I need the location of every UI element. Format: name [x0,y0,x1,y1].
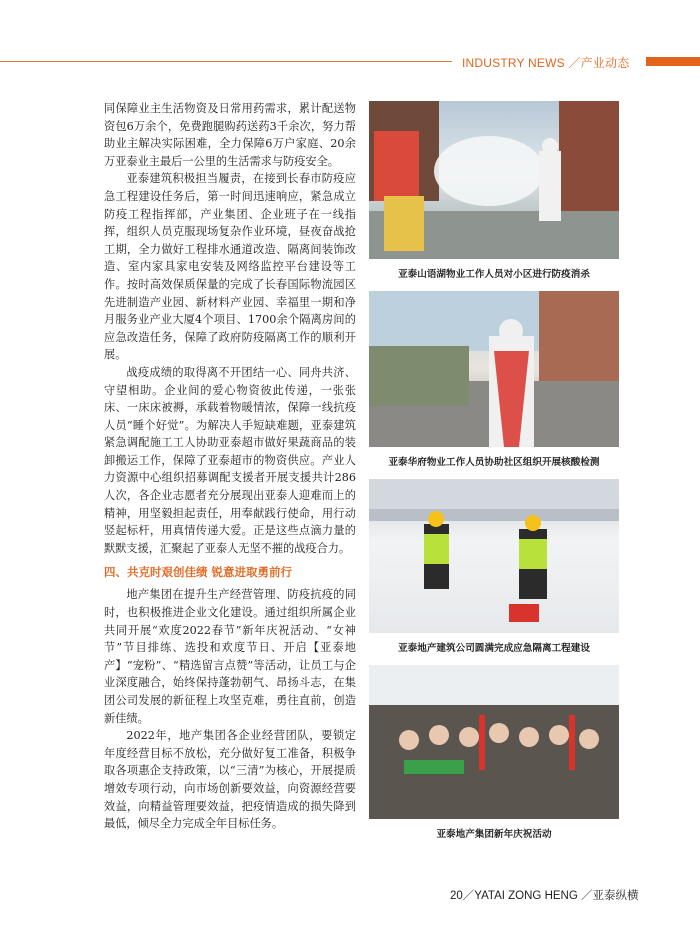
page-header [0,54,700,68]
photo-nucleic-test [369,291,619,447]
photo-1-caption: 亚泰山语湖物业工作人员对小区进行防疫消杀 [398,269,590,280]
header-accent-bar [646,57,700,66]
photo-2-caption: 亚泰华府物业工作人员协助社区组织开展核酸检测 [388,457,600,468]
article-text-column [104,100,356,833]
photo-column [369,101,619,844]
paragraph-3: 战疫成绩的取得离不开团结一心、同舟共济、守望相助。企业间的爱心物资彼此传递，一张张床、一床床被褥，承载着物暖情浓，保障一线抗疫人员“睡个好觉”。为解决人手短缺难题，亚泰建筑紧急调配施工工人协助亚泰超市做好果蔬商品的装卸搬运工作，保障了亚泰超市的物资供应。产业人力资源中心组织招募调配支援者开展支援共计286人次，各企业志愿者充分展现出亚泰人迎难而上的精神，用坚毅担起责任，用奉献践行使命，用行动竖起标杆，用真情传递大爱。正是这些点滴力量的默默支援，汇聚起了亚泰人无坚不摧的战疫合力。 [104,365,356,555]
page-number: 20 [450,890,463,902]
magazine-name-en: YATAI ZONG HENG [474,890,578,902]
paragraph-4: 地产集团在提升生产经营管理、防疫抗疫的同时，也积极推进企业文化建设。通过组织所属企业共同开展“欢度2022春节”新年庆祝活动、“女神节”节目排练、选投和欢度节日、开启【亚泰地产】“宠粉”、“精选留言点赞”等活动，让员工与企业深度融合，始终保持蓬勃朝气、昂扬斗志，在集团公司发展的新征程上攻坚克难，勇往直前，创造新佳绩。 [104,588,356,725]
page-footer [450,887,639,903]
paragraph-2: 亚泰建筑积极担当履责，在接到长春市防疫应急工程建设任务后，第一时间迅速响应，紧急成立防疫工程指挥部，产业集团、企业班子在一线指挥，组织人员克服现场复杂作业环境，昼夜奋战抢工期，全力做好工程排水通道改造、隔离间装饰改造、室内家具家电安装及网络监控平台建设等工作。按时高效保质保量的完成了长春国际物流园区先进制造产业园、新材料产业园、幸福里一期和净月服务业产业大厦4个项目、1700余个隔离房间的应急改造任务，保障了政府防疫隔离工作的顺利开展。 [104,172,356,362]
section-title-separator: ／ [568,56,581,70]
paragraph-5: 2022年，地产集团各企业经营团队，要锁定年度经营目标不放松，充分做好复工准备，积极争取各项惠企支持政策，以“三清”为核心，开展提质增效专项行动，向市场创新要效益，向资源经营要效益，向精益管理要效益，把疫情造成的损失降到最低，倾尽全力完成全年目标任务。 [104,729,356,831]
footer-separator-1: ／ [462,890,475,902]
section-title-cn: 产业动态 [580,56,630,70]
header-rule [0,61,452,62]
photo-3-caption: 亚泰地产建筑公司圆满完成应急隔离工程建设 [398,643,590,654]
disinfection-scene-image [369,101,619,259]
photo-disinfection [369,101,619,259]
photo-4-caption: 亚泰地产集团新年庆祝活动 [436,829,552,840]
photo-new-year-celebration [369,665,619,819]
new-year-celebration-scene-image [369,665,619,819]
section-title-en: INDUSTRY NEWS [462,56,565,70]
footer-separator-2: ／ [581,890,593,902]
photo-quarantine-construction [369,479,619,633]
section-4-heading: 四、共克时艰创佳绩 锐意进取勇前行 [104,565,293,580]
magazine-name-cn: 亚泰纵横 [592,890,639,902]
nucleic-test-scene-image [369,291,619,447]
quarantine-construction-scene-image [369,479,619,633]
paragraph-1: 同保障业主生活物资及日常用药需求，累计配送物资包6万余个，免费跑腿购药送药3千余次，努力帮助业主解决实际困难，全力保障6万户家庭、20余万亚泰业主最后一公里的生活需求与防疫安全。 [104,102,356,168]
section-title [462,54,629,71]
